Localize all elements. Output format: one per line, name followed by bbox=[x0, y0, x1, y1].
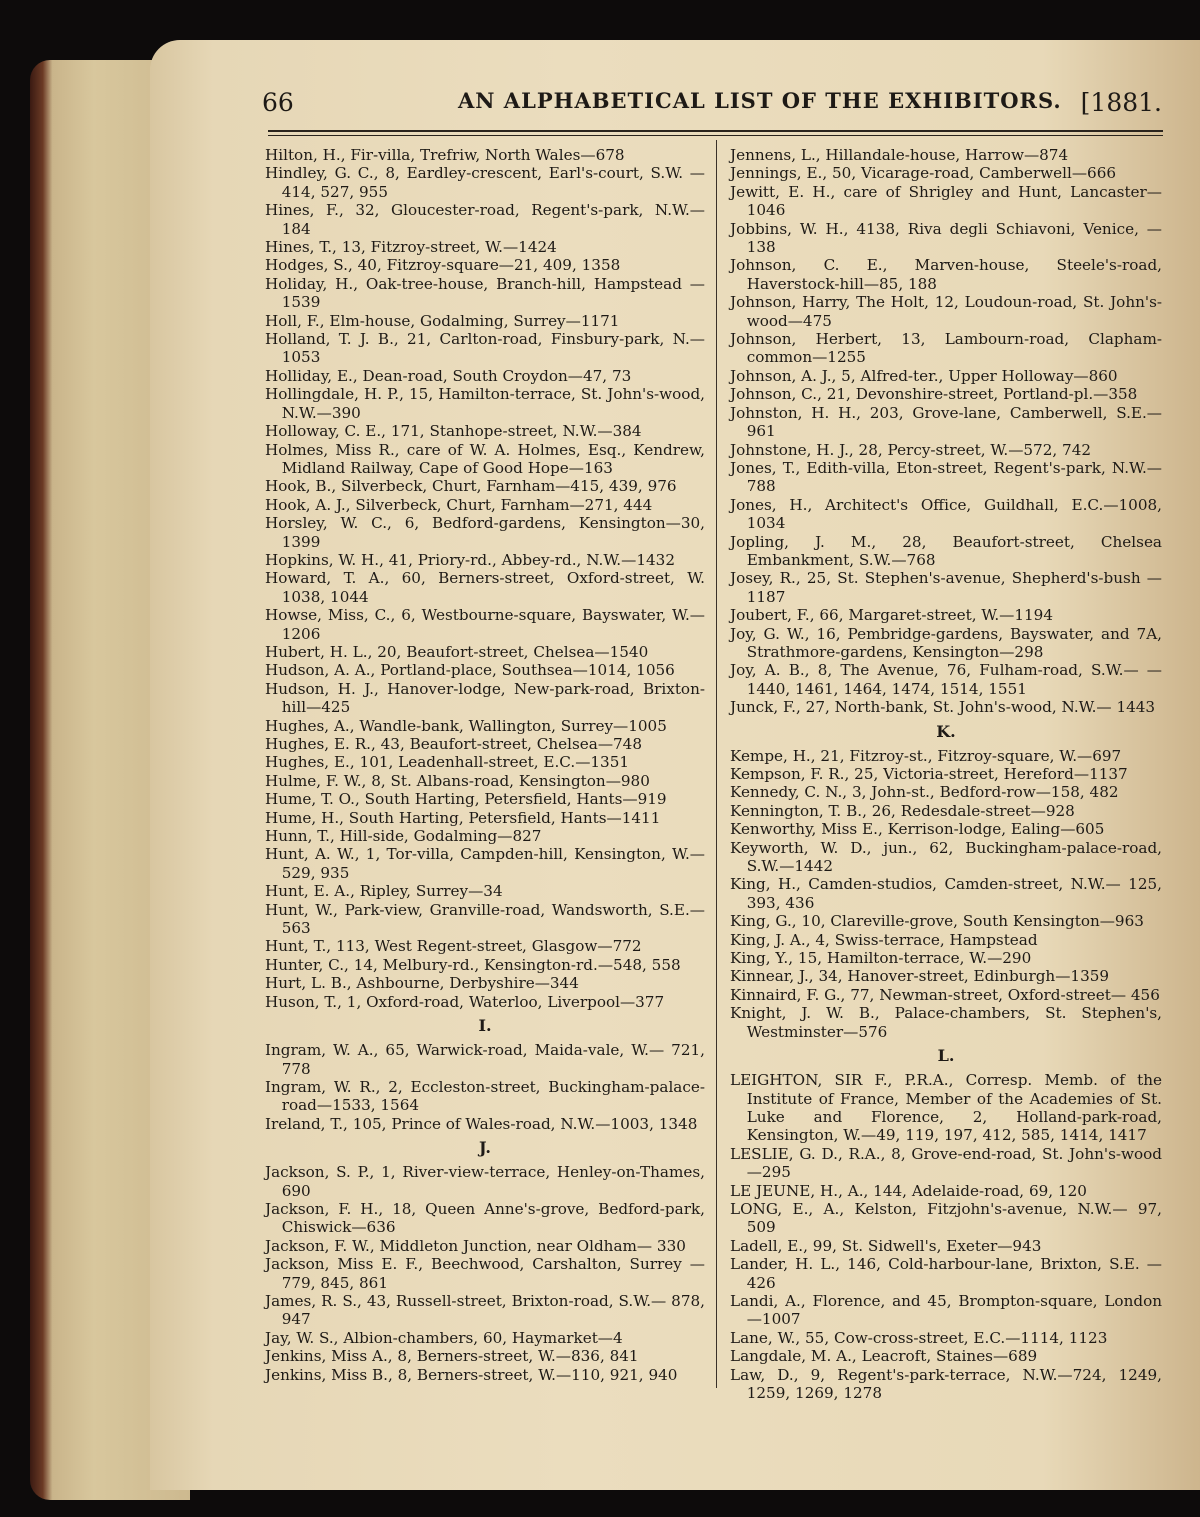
header-rule-thin bbox=[268, 135, 1163, 136]
exhibitor-entry: Kinnaird, F. G., 77, Newman-street, Oxford-street— 456 bbox=[730, 985, 1160, 1004]
exhibitor-entry: Kempe, H., 21, Fitzroy-st., Fitzroy-square, W.—697 bbox=[730, 746, 1122, 765]
exhibitor-entry: Hudson, H. J., Hanover-lodge, New-park-road, Brixton-hill—425 bbox=[265, 679, 705, 717]
exhibitor-entry: Howard, T. A., 60, Berners-street, Oxford-street, W. 1038, 1044 bbox=[265, 569, 705, 606]
exhibitor-entry: LEIGHTON, SIR F., P.R.A., Corresp. Memb. of the Institute of France, Member of the Academies of St. Luke and Florence, 2, Holland-park-road, Kensington, W.—49, 119, 197, 412, 585, 1414, 1417 bbox=[730, 1071, 1162, 1145]
exhibitor-entry: Johnson, A. J., 5, Alfred-ter., Upper Holloway—860 bbox=[730, 366, 1118, 385]
exhibitor-entry: Hughes, E., 101, Leadenhall-street, E.C.—1351 bbox=[265, 753, 630, 772]
exhibitor-entry: Joy, G. W., 16, Pembridge-gardens, Bayswater, and 7A, Strathmore-gardens, Kensington—298 bbox=[730, 624, 1162, 661]
section-letter: K. bbox=[936, 721, 956, 741]
section-letter: L. bbox=[937, 1046, 955, 1066]
exhibitor-entry: Jackson, Miss E. F., Beechwood, Carshalton, Surrey —779, 845, 861 bbox=[265, 1255, 705, 1292]
exhibitor-entry: Hume, H., South Harting, Petersfield, Hants—1411 bbox=[265, 808, 661, 827]
exhibitor-entry: Kempson, F. R., 25, Victoria-street, Hereford—1137 bbox=[730, 765, 1128, 783]
year-marker: [1881. bbox=[1080, 88, 1162, 117]
exhibitor-entry: Hook, A. J., Silverbeck, Churt, Farnham—271, 444 bbox=[265, 495, 653, 514]
exhibitor-entry: Jobbins, W. H., 4138, Riva degli Schiavoni, Venice, —138 bbox=[730, 219, 1162, 257]
exhibitor-entry: Jackson, S. P., 1, River-view-terrace, Henley-on-Thames, 690 bbox=[265, 1163, 705, 1200]
section-letter: J. bbox=[479, 1138, 491, 1158]
exhibitor-entry: Howse, Miss, C., 6, Westbourne-square, Bayswater, W.—1206 bbox=[265, 606, 705, 643]
exhibitor-entry: Kenworthy, Miss E., Kerrison-lodge, Ealing—605 bbox=[730, 820, 1105, 839]
exhibitor-entry: Johnson, C. E., Marven-house, Steele's-road, Haverstock-hill—85, 188 bbox=[730, 256, 1162, 293]
exhibitor-entry: Jenkins, Miss A., 8, Berners-street, W.—836, 841 bbox=[265, 1347, 639, 1366]
exhibitor-entry: Jackson, F. H., 18, Queen Anne's-grove, Bedford-park, Chiswick—636 bbox=[265, 1199, 705, 1237]
exhibitor-entry: Jewitt, E. H., care of Shrigley and Hunt, Lancaster— 1046 bbox=[730, 182, 1162, 220]
exhibitor-entry: Landi, A., Florence, and 45, Brompton-square, London —1007 bbox=[730, 1291, 1162, 1329]
exhibitor-entry: LONG, E., A., Kelston, Fitzjohn's-avenue, N.W.— 97, 509 bbox=[730, 1199, 1162, 1237]
exhibitor-entry: LESLIE, G. D., R.A., 8, Grove-end-road, St. John's-wood—295 bbox=[730, 1144, 1162, 1182]
running-title: AN ALPHABETICAL LIST OF THE EXHIBITORS. bbox=[458, 88, 1062, 113]
exhibitor-entry: Kennedy, C. N., 3, John-st., Bedford-row—158, 482 bbox=[730, 783, 1119, 802]
exhibitor-entry: Hunter, C., 14, Melbury-rd., Kensington-rd.—548, 558 bbox=[265, 955, 681, 974]
exhibitor-entry: King, H., Camden-studios, Camden-street, N.W.— 125, 393, 436 bbox=[730, 875, 1162, 912]
exhibitor-entry: Knight, J. W. B., Palace-chambers, St. Stephen's, Westminster—576 bbox=[730, 1004, 1162, 1041]
exhibitor-entry: Lander, H. L., 146, Cold-harbour-lane, Brixton, S.E. —426 bbox=[730, 1255, 1162, 1292]
exhibitor-entry: Jennens, L., Hillandale-house, Harrow—874 bbox=[730, 146, 1069, 164]
exhibitor-entry: Hilton, H., Fir-villa, Trefriw, North Wales—678 bbox=[265, 146, 625, 164]
exhibitor-entry: Holmes, Miss R., care of W. A. Holmes, Esq., Kendrew, Midland Railway, Cape of Good Hope—163 bbox=[265, 440, 705, 477]
exhibitor-entry: Jopling, J. M., 28, Beaufort-street, Chelsea Embankment, S.W.—768 bbox=[730, 532, 1162, 569]
exhibitor-entry: Johnson, Herbert, 13, Lambourn-road, Clapham-common—1255 bbox=[730, 330, 1162, 367]
exhibitor-entry: Jones, H., Architect's Office, Guildhall, E.C.—1008, 1034 bbox=[730, 495, 1162, 533]
exhibitor-entry: Jackson, F. W., Middleton Junction, near Oldham— 330 bbox=[265, 1236, 686, 1255]
exhibitor-entry: Jenkins, Miss B., 8, Berners-street, W.—110, 921, 940 bbox=[265, 1365, 678, 1384]
exhibitor-entry: Junck, F., 27, North-bank, St. John's-wood, N.W.— 1443 bbox=[730, 698, 1156, 717]
exhibitor-entry: Holliday, E., Dean-road, South Croydon—47, 73 bbox=[265, 366, 632, 385]
header-rule bbox=[268, 130, 1163, 132]
exhibitor-entry: James, R. S., 43, Russell-street, Brixton-road, S.W.— 878, 947 bbox=[265, 1291, 705, 1329]
exhibitor-entry: Hollingdale, H. P., 15, Hamilton-terrace, St. John's-wood, N.W.—390 bbox=[265, 385, 705, 422]
exhibitor-entry: Ladell, E., 99, St. Sidwell's, Exeter—943 bbox=[730, 1236, 1042, 1255]
exhibitor-entry: Hopkins, W. H., 41, Priory-rd., Abbey-rd., N.W.—1432 bbox=[265, 550, 675, 569]
exhibitor-entry: King, J. A., 4, Swiss-terrace, Hampstead bbox=[730, 930, 1038, 949]
exhibitor-entry: King, Y., 15, Hamilton-terrace, W.—290 bbox=[730, 949, 1032, 968]
exhibitor-entry: Hughes, E. R., 43, Beaufort-street, Chelsea—748 bbox=[265, 735, 643, 753]
exhibitor-entry: Hunt, T., 113, West Regent-street, Glasgow—772 bbox=[265, 937, 642, 956]
exhibitor-entry: Hunn, T., Hill-side, Godalming—827 bbox=[265, 827, 542, 846]
section-letter: I. bbox=[478, 1016, 492, 1036]
page-header bbox=[262, 88, 1162, 124]
exhibitor-entry: Hudson, A. A., Portland-place, Southsea—1014, 1056 bbox=[265, 661, 675, 680]
exhibitor-entry: Hunt, W., Park-view, Granville-road, Wandsworth, S.E.—563 bbox=[265, 900, 705, 938]
exhibitor-entry: King, G., 10, Clareville-grove, South Kensington—963 bbox=[730, 912, 1144, 931]
exhibitor-entry: Hook, B., Silverbeck, Churt, Farnham—415, 439, 976 bbox=[265, 477, 677, 496]
exhibitor-entry: Hines, T., 13, Fitzroy-street, W.—1424 bbox=[265, 238, 557, 257]
exhibitor-entry: Langdale, M. A., Leacroft, Staines—689 bbox=[730, 1347, 1038, 1366]
exhibitor-entry: Ingram, W. A., 65, Warwick-road, Maida-vale, W.— 721, 778 bbox=[265, 1041, 705, 1078]
exhibitor-entry: Hunt, A. W., 1, Tor-villa, Campden-hill, Kensington, W.—529, 935 bbox=[265, 845, 705, 882]
exhibitor-entry: Kennington, T. B., 26, Redesdale-street—928 bbox=[730, 801, 1075, 820]
exhibitor-entry: Jay, W. S., Albion-chambers, 60, Haymarket—4 bbox=[265, 1328, 623, 1347]
exhibitor-entry: Kinnear, J., 34, Hanover-street, Edinburgh—1359 bbox=[730, 967, 1110, 986]
exhibitor-entry: Law, D., 9, Regent's-park-terrace, N.W.—724, 1249, 1259, 1269, 1278 bbox=[730, 1365, 1162, 1402]
exhibitor-entry: Hunt, E. A., Ripley, Surrey—34 bbox=[265, 882, 503, 901]
exhibitor-entry: Hughes, A., Wandle-bank, Wallington, Surrey—1005 bbox=[265, 716, 667, 735]
exhibitor-entry: Hume, T. O., South Harting, Petersfield, Hants—919 bbox=[265, 790, 667, 809]
exhibitor-entry: Hindley, G. C., 8, Eardley-crescent, Earl's-court, S.W. —414, 527, 955 bbox=[265, 164, 705, 201]
exhibitor-entry: Jones, T., Edith-villa, Eton-street, Regent's-park, N.W.—788 bbox=[730, 458, 1162, 496]
exhibitor-entry: Joy, A. B., 8, The Avenue, 76, Fulham-road, S.W.— —1440, 1461, 1464, 1474, 1514, 1551 bbox=[730, 661, 1162, 698]
exhibitor-entry: Keyworth, W. D., jun., 62, Buckingham-palace-road, S.W.—1442 bbox=[730, 838, 1162, 876]
exhibitor-entry: Ireland, T., 105, Prince of Wales-road, N.W.—1003, 1348 bbox=[265, 1114, 698, 1133]
exhibitor-entry: Johnston, H. H., 203, Grove-lane, Camberwell, S.E.— 961 bbox=[730, 403, 1162, 441]
exhibitor-entry: Lane, W., 55, Cow-cross-street, E.C.—1114, 1123 bbox=[730, 1328, 1108, 1347]
exhibitor-entry: Johnstone, H. J., 28, Percy-street, W.—572, 742 bbox=[730, 440, 1092, 459]
exhibitor-entry: Horsley, W. C., 6, Bedford-gardens, Kensington—30, 1399 bbox=[265, 514, 705, 551]
exhibitor-entry: Huson, T., 1, Oxford-road, Waterloo, Liverpool—377 bbox=[265, 992, 665, 1011]
exhibitor-entry: Joubert, F., 66, Margaret-street, W.—1194 bbox=[730, 606, 1054, 625]
left-column bbox=[265, 146, 705, 1384]
exhibitor-entry: Holloway, C. E., 171, Stanhope-street, N.W.—384 bbox=[265, 422, 642, 441]
exhibitor-entry: Ingram, W. R., 2, Eccleston-street, Buckingham-palace-road—1533, 1564 bbox=[265, 1077, 705, 1115]
exhibitor-entry: Johnson, C., 21, Devonshire-street, Portland-pl.—358 bbox=[730, 385, 1138, 404]
exhibitor-entry: Hurt, L. B., Ashbourne, Derbyshire—344 bbox=[265, 974, 579, 993]
page-number: 66 bbox=[262, 88, 294, 117]
exhibitor-entry: Hines, F., 32, Gloucester-road, Regent's-park, N.W.— 184 bbox=[265, 201, 705, 238]
exhibitor-entry: Holiday, H., Oak-tree-house, Branch-hill, Hampstead —1539 bbox=[265, 274, 705, 312]
exhibitor-entry: LE JEUNE, H., A., 144, Adelaide-road, 69, 120 bbox=[730, 1181, 1087, 1200]
exhibitor-entry: Hodges, S., 40, Fitzroy-square—21, 409, 1358 bbox=[265, 256, 621, 275]
exhibitor-entry: Josey, R., 25, St. Stephen's-avenue, Shepherd's-bush —1187 bbox=[730, 569, 1162, 606]
column-divider bbox=[716, 140, 717, 1388]
exhibitor-entry: Hubert, H. L., 20, Beaufort-street, Chelsea—1540 bbox=[265, 642, 649, 661]
exhibitor-entry: Holl, F., Elm-house, Godalming, Surrey—1171 bbox=[265, 311, 620, 330]
exhibitor-entry: Johnson, Harry, The Holt, 12, Loudoun-road, St. John's-wood—475 bbox=[730, 293, 1162, 330]
right-column bbox=[730, 146, 1162, 1402]
exhibitor-entry: Jennings, E., 50, Vicarage-road, Camberwell—666 bbox=[730, 164, 1117, 183]
exhibitor-entry: Holland, T. J. B., 21, Carlton-road, Finsbury-park, N.—1053 bbox=[265, 330, 705, 367]
exhibitor-entry: Hulme, F. W., 8, St. Albans-road, Kensington—980 bbox=[265, 771, 650, 790]
